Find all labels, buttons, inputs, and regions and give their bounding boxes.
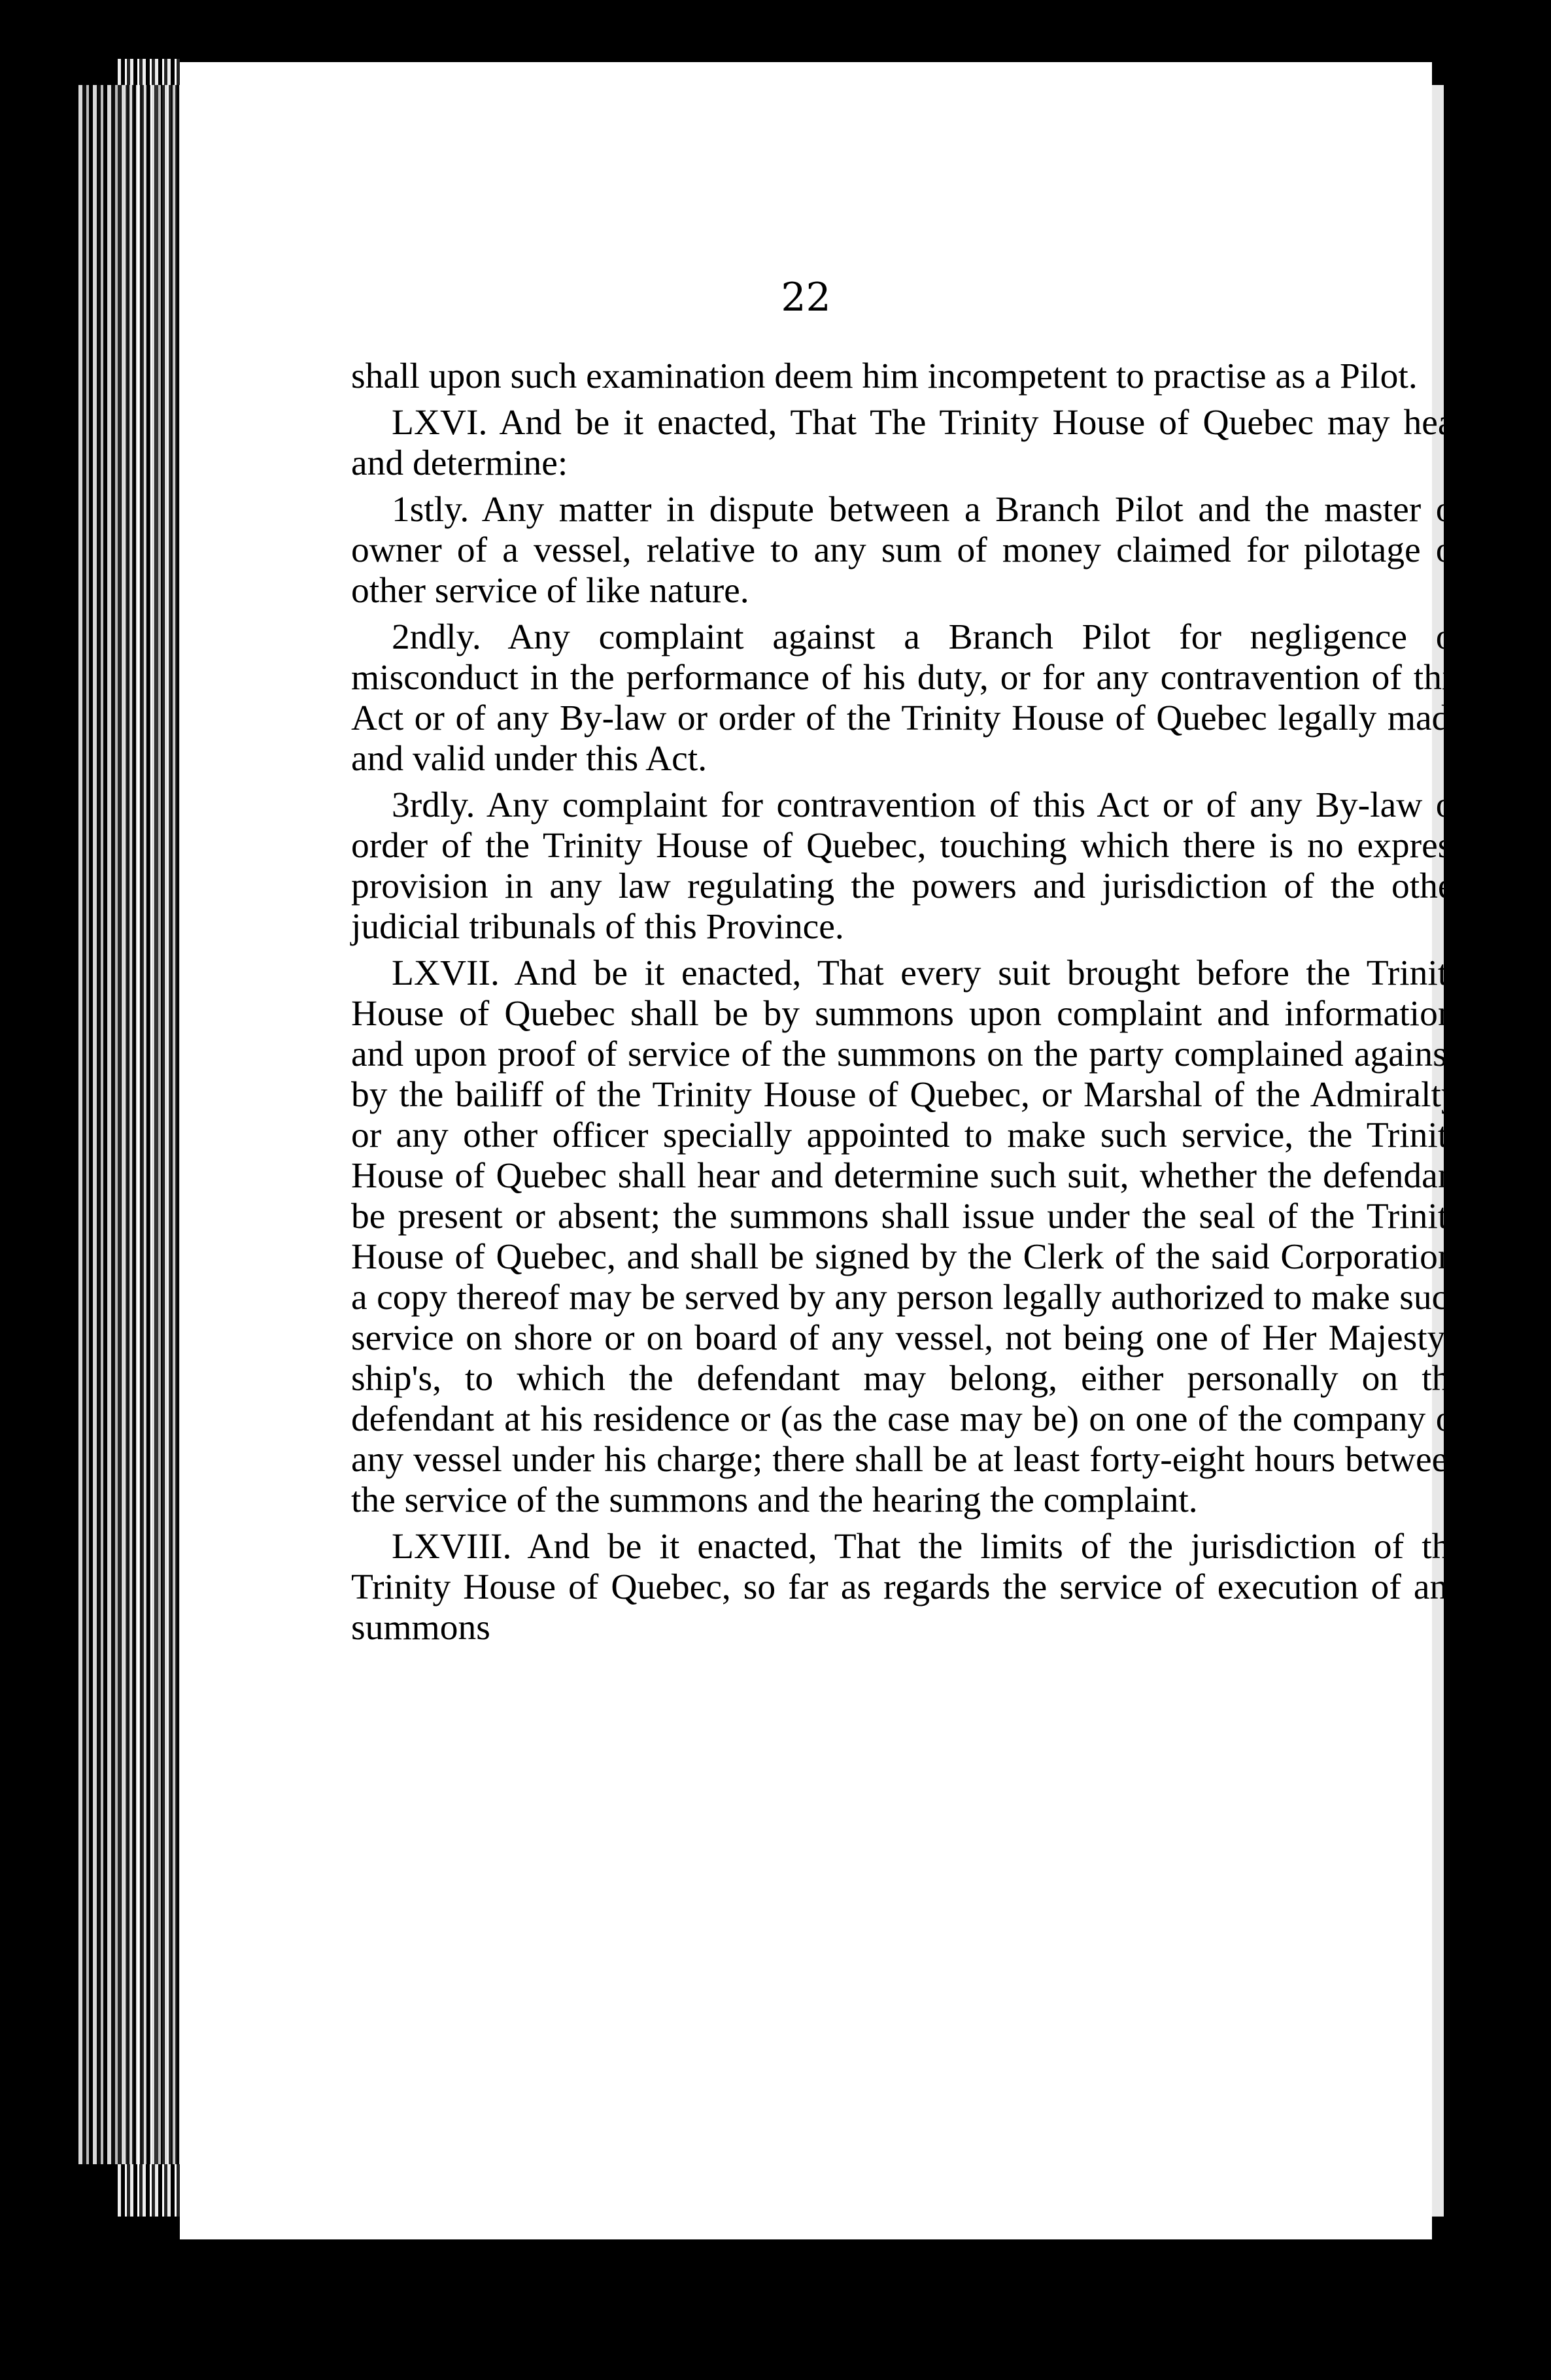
paragraph-section-67: LXVII. And be it enacted, That every suit brought before the Trinity House of Quebec shall be by summons upon complaint and information; and upon proof of service of the summons on the party complained against, by the bailiff of the Trinity House of Quebec, or Marshal of the Admiralty, or any other officer specially appointed to make such service, the Trinity House of Quebec shall hear and determine such suit, whether the defendant be present or absent; the summons shall issue under the seal of the Trinity House of Quebec, and shall be signed by the Clerk of the said Corporation; a copy thereof may be served by any person legally authorized to make such service on shore or on board of any vessel, not being one of Her Majesty's ship's, to which the defendant may belong, either personally on the defendant at his residence or (as the case may be) on one of the company of any vessel under his charge; there shall be at least forty-eight hours between the service of the summons and the hearing the complaint. xyxy=(351,953,1466,1520)
page-body xyxy=(351,356,1466,1654)
paragraph-section-68: LXVIII. And be it enacted, That the limits of the jurisdiction of the Trinity House of Quebec, so far as regards the service of execution of any summons xyxy=(351,1527,1466,1648)
book-page-stack xyxy=(78,85,190,2164)
paragraph-secondly: 2ndly. Any complaint against a Branch Pilot for negligence or misconduct in the performance of his duty, or for any contravention of this Act or of any By-law or order of the Trinity House of Quebec legally made and valid under this Act. xyxy=(351,617,1466,779)
paragraph-continuation: shall upon such examination deem him incompetent to practise as a Pilot. xyxy=(351,356,1418,396)
page-number: 22 xyxy=(781,275,831,320)
paragraph-thirdly: 3rdly. Any complaint for contravention of this Act or of any By-law or order of the Trinity House of Quebec, touching which there is no express provision in any law regulating the powers and jurisdiction of the other judicial tribunals of this Province. xyxy=(351,785,1466,947)
paragraph-section-66: LXVI. And be it enacted, That The Trinity House of Quebec may hear and determine: xyxy=(351,403,1466,483)
document-page xyxy=(180,62,1466,2239)
paragraph-firstly: 1stly. Any matter in dispute between a Branch Pilot and the master or owner of a vessel, relative to any sum of money claimed for pilotage or other service of like nature. xyxy=(351,490,1466,611)
